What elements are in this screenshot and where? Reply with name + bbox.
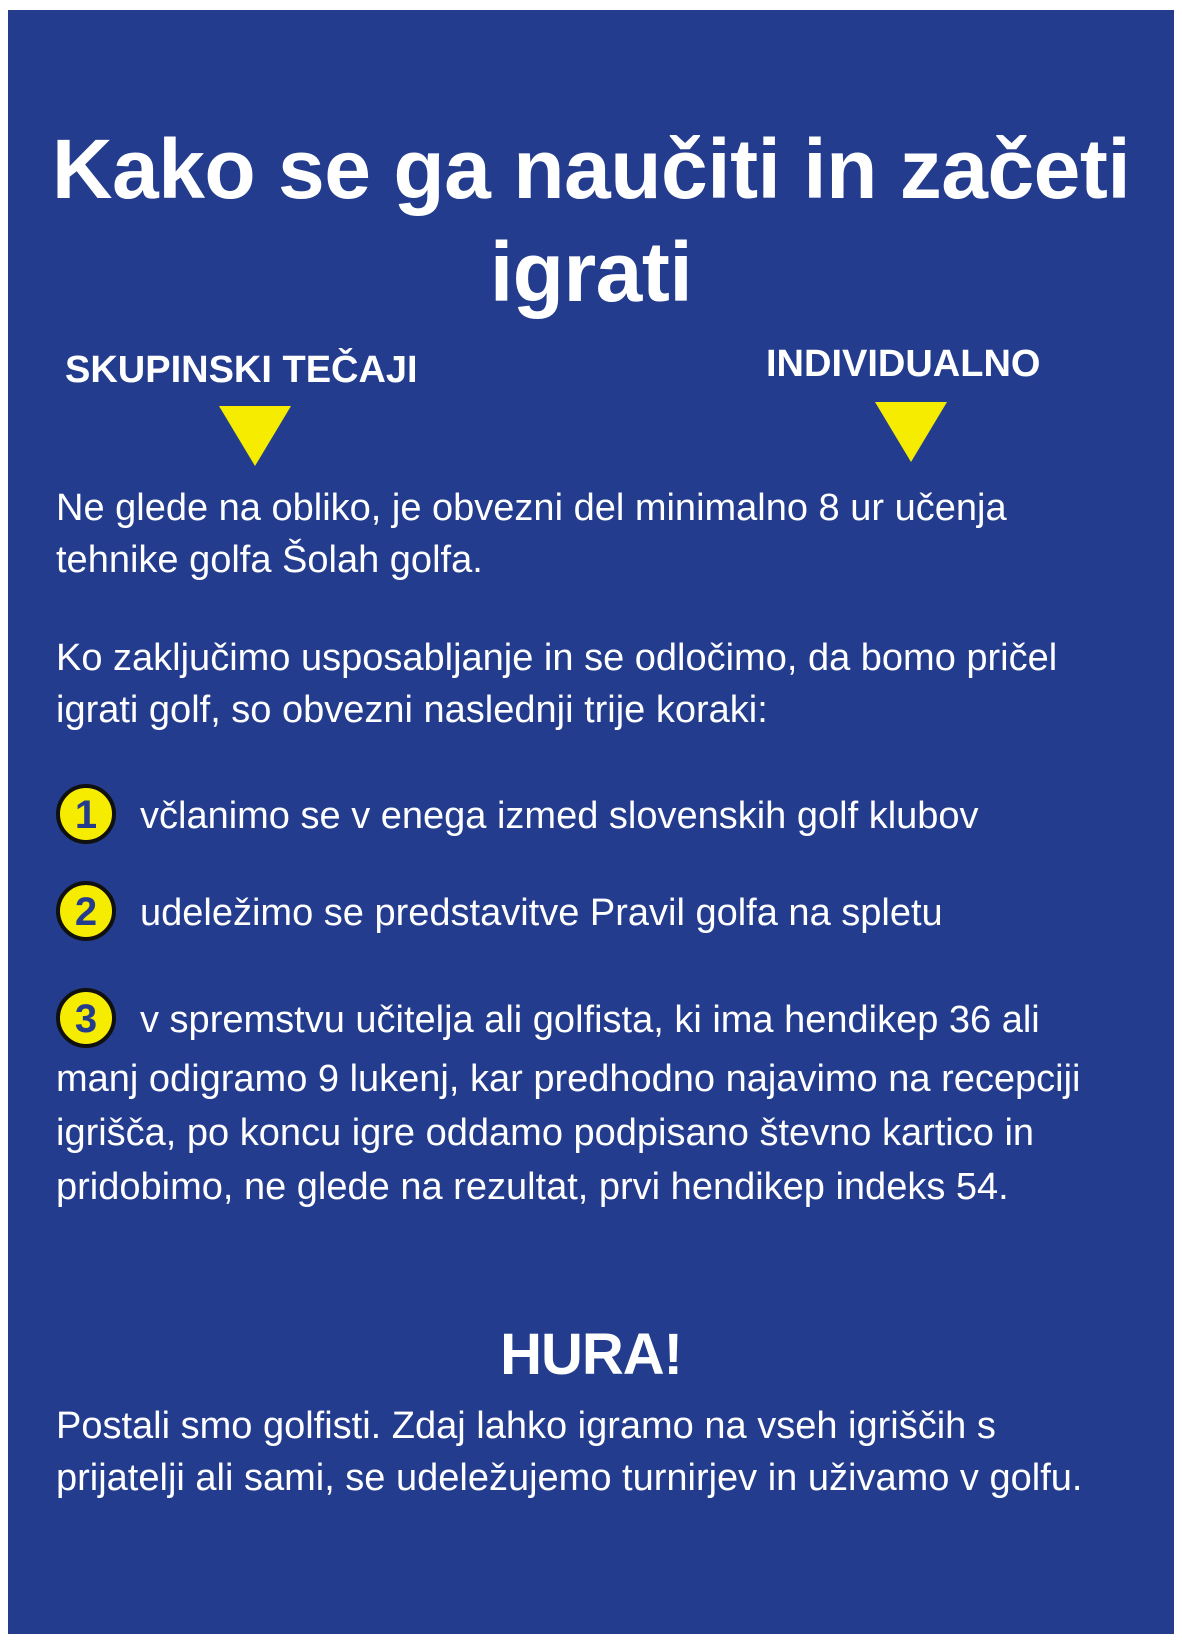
step-item: [56, 788, 1116, 848]
step-item: [56, 885, 1116, 945]
closing-paragraph: Postali smo golfisti. Zdaj lahko igramo na vseh igriščih s prijatelji ali sami, se udeležujemo turnirjev in uživamo v golfu.: [56, 1405, 1083, 1499]
step-text: včlanimo se v enega izmed slovenskih golf klubov: [140, 795, 979, 838]
down-arrow-icon: [219, 406, 291, 466]
step-number-badge: 2: [56, 881, 116, 941]
step-number-badge: 1: [56, 784, 116, 844]
step-number-badge: 3: [56, 988, 116, 1048]
steps-intro-paragraph: Ko zaključimo usposabljanje in se odločimo, da bomo pričel igrati golf, so obvezni naslednji trije koraki:: [56, 637, 1058, 731]
step-item: [56, 992, 1116, 1214]
step-text: udeležimo se predstavitve Pravil golfa na spletu: [140, 892, 943, 935]
page-title: Kako se ga naučiti in začeti igrati: [51, 122, 1131, 319]
step-text: v spremstvu učitelja ali golfista, ki ima hendikep 36 ali manj odigramo 9 lukenj, kar predhodno najavimo na recepciji igrišča, po koncu igre oddamo podpisano števno kartico in pridobimo, ne glede na rezultat, prvi hendikep indeks 54.: [56, 999, 1081, 1208]
poster: [8, 10, 1174, 1634]
option-group-courses: SKUPINSKI TEČAJI: [65, 349, 418, 391]
option-individual: INDIVIDUALNO: [766, 343, 1041, 385]
intro-paragraph: Ne glede na obliko, je obvezni del minimalno 8 ur učenja tehnike golfa Šolah golfa.: [56, 487, 1007, 581]
down-arrow-icon: [875, 402, 947, 462]
hura-heading: HURA!: [500, 1322, 682, 1387]
